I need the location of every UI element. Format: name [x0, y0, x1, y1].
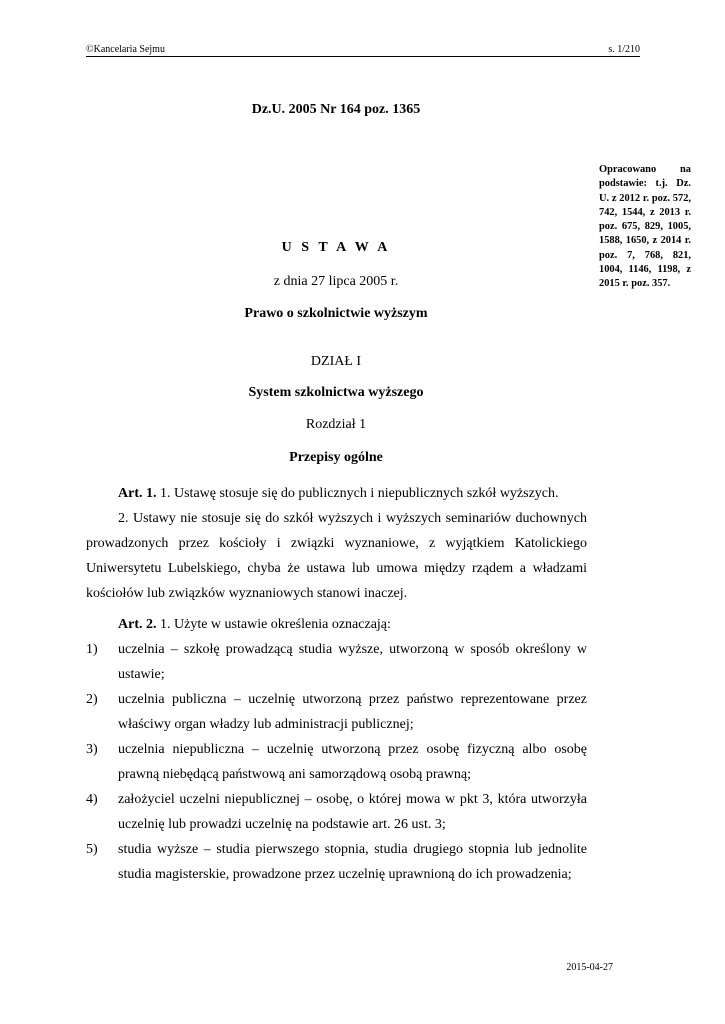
chapter-label: Rozdział 1 [305, 417, 367, 432]
list-item-text: uczelnia publiczna – uczelnię utworzoną przez państwo reprezentowane przez właściwy organ władzy lub administracji publicznej; [118, 692, 587, 732]
act-type: U S T A W A [281, 240, 391, 255]
page-number: s. 1/210 [608, 44, 640, 55]
act-date: z dnia 27 lipca 2005 r. [273, 274, 399, 289]
list-item-number: 5) [86, 842, 98, 857]
header-source: ©Kancelaria Sejmu [86, 44, 165, 55]
list-item-number: 1) [86, 642, 98, 657]
footer-date: 2015-04-27 [566, 962, 613, 973]
art1-paragraph-1 [86, 481, 587, 506]
art1-p1-text: 1. Ustawę stosuje się do publicznych i niepublicznych szkół wyższych. [156, 486, 559, 501]
header-divider [86, 56, 640, 57]
side-note: Opracowano na podstawie: t.j. Dz. U. z 2012 r. poz. 572, 742, 1544, z 2013 r. poz. 675, 829, 1005, 1588, 1650, z 2014 r. poz. 7, 768, 821, 1004, 1146, 1198, z 2015 r. poz. 357. [599, 164, 691, 290]
division-label: DZIAŁ I [310, 354, 362, 369]
list-item-number: 2) [86, 692, 98, 707]
art1-heading: Art. 1. [118, 486, 157, 501]
art2-intro-text: 1. Użyte w ustawie określenia oznaczają: [156, 617, 391, 632]
list-item-text: uczelnia niepubliczna – uczelnię utworzoną przez osobę fizyczną albo osobę prawną niebędącą państwową ani samorządową osobą prawną; [118, 742, 587, 782]
art2-intro [86, 612, 587, 637]
list-item-text: uczelnia – szkołę prowadzącą studia wyższe, utworzoną w sposób określony w ustawie; [118, 642, 587, 682]
art1-paragraph-2: 2. Ustawy nie stosuje się do szkół wyższych i wyższych seminariów duchownych prowadzonych przez kościoły i związki wyznaniowe, z wyjątkiem Katolickiego Uniwersytetu Lubelskiego, chyba że ustawa lub umowa między rządem a władzami kościołów lub związków wyznaniowych stanowi inaczej. [86, 511, 587, 601]
publication-reference: Dz.U. 2005 Nr 164 poz. 1365 [251, 102, 421, 117]
list-item-text: założyciel uczelni niepublicznej – osobę, o której mowa w pkt 3, która utworzyła uczelnię lub prowadzi uczelnię na podstawie art. 26 ust. 3; [118, 792, 587, 832]
art2-heading: Art. 2. [118, 617, 157, 632]
division-name: System szkolnictwa wyższego [248, 385, 424, 400]
list-item-text: studia wyższe – studia pierwszego stopnia, studia drugiego stopnia lub jednolite studia magisterskie, prowadzone przez uczelnię uprawnioną do ich prowadzenia; [118, 842, 587, 882]
chapter-name: Przepisy ogólne [289, 450, 383, 465]
list-item-number: 4) [86, 792, 98, 807]
list-item-number: 3) [86, 742, 98, 757]
act-title: Prawo o szkolnictwie wyższym [244, 306, 428, 321]
